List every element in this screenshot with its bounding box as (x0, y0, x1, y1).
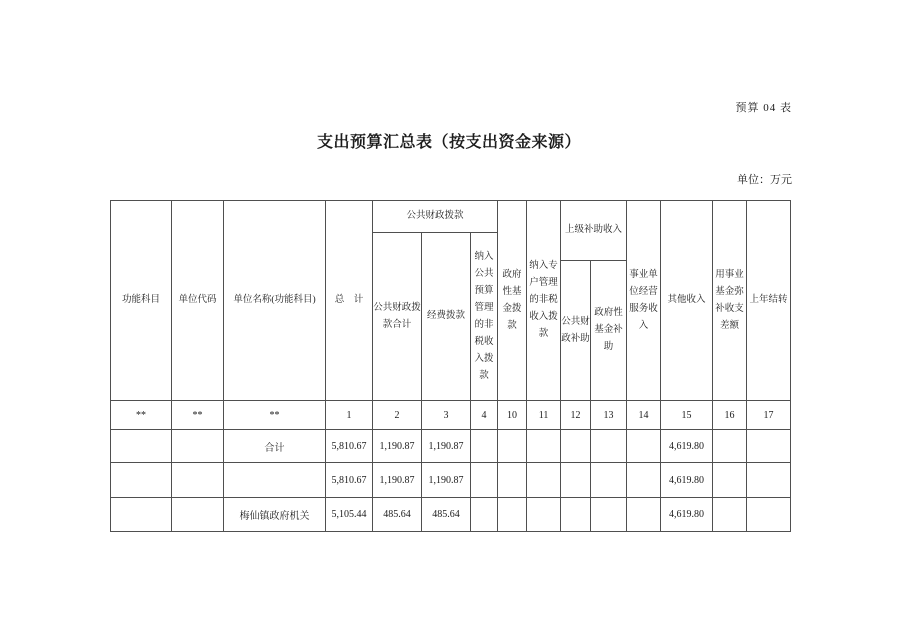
cell-nontax-special (527, 498, 561, 532)
column-number-cell: 10 (498, 401, 527, 430)
column-number-cell: 13 (591, 401, 627, 430)
header-row-1 (111, 201, 791, 233)
cell-nontax-special (527, 463, 561, 498)
column-number-cell: 4 (471, 401, 498, 430)
cell-unit-name (224, 463, 326, 498)
cell-pf-total: 1,190.87 (373, 463, 422, 498)
column-number-cell: 15 (661, 401, 713, 430)
cell-other-income: 4,619.80 (661, 498, 713, 532)
cell-total: 5,105.44 (326, 498, 373, 532)
column-number-cell: 3 (422, 401, 471, 430)
cell-nontax-public-budget (471, 463, 498, 498)
table-row-subtotal (111, 463, 791, 498)
budget-summary-table (110, 200, 791, 532)
cell-unit-code (172, 463, 224, 498)
cell-expense-appropriation: 1,190.87 (422, 430, 471, 463)
cell-superior-pf (561, 430, 591, 463)
table-row-total (111, 430, 791, 463)
unit-label: 单位：万元 (737, 174, 792, 186)
header-superior-public-finance-subsidy: 公共财政补助 (561, 261, 591, 401)
cell-carryover (747, 463, 791, 498)
column-number-cell: ** (111, 401, 172, 430)
cell-gov-fund (498, 498, 527, 532)
column-number-cell: 17 (747, 401, 791, 430)
header-total: 总 计 (326, 201, 373, 401)
cell-superior-gf (591, 463, 627, 498)
cell-fund-offset (713, 498, 747, 532)
table-row-unit (111, 498, 791, 532)
header-fund-offset-balance: 用事业基金弥补收支差额 (713, 201, 747, 401)
cell-carryover (747, 498, 791, 532)
column-number-row (111, 401, 791, 430)
header-superior-gov-fund-subsidy: 政府性基金补助 (591, 261, 627, 401)
column-number-cell: 14 (627, 401, 661, 430)
column-number-cell: 11 (527, 401, 561, 430)
cell-nontax-public-budget (471, 430, 498, 463)
header-nontax-public-budget: 纳入公共预算管理的非税收入拨款 (471, 233, 498, 401)
cell-superior-pf (561, 463, 591, 498)
cell-gov-fund (498, 463, 527, 498)
cell-fund-offset (713, 463, 747, 498)
cell-business-income (627, 430, 661, 463)
form-number: 预算 04 表 (735, 102, 792, 114)
column-number-cell: 12 (561, 401, 591, 430)
cell-functional-subject (111, 498, 172, 532)
cell-gov-fund (498, 430, 527, 463)
cell-unit-code (172, 498, 224, 532)
cell-functional-subject (111, 430, 172, 463)
header-other-income: 其他收入 (661, 201, 713, 401)
header-nontax-special-account: 纳入专户管理的非税收入拨款 (527, 201, 561, 401)
cell-other-income: 4,619.80 (661, 430, 713, 463)
cell-business-income (627, 498, 661, 532)
cell-nontax-special (527, 430, 561, 463)
column-number-cell: ** (224, 401, 326, 430)
cell-unit-code (172, 430, 224, 463)
cell-functional-subject (111, 463, 172, 498)
header-expense-appropriation: 经费拨款 (422, 233, 471, 401)
cell-superior-pf (561, 498, 591, 532)
header-unit-name: 单位名称(功能科目) (224, 201, 326, 401)
header-unit-code: 单位代码 (172, 201, 224, 401)
header-pf-appropriation-total: 公共财政拨款合计 (373, 233, 422, 401)
cell-fund-offset (713, 430, 747, 463)
header-functional-subject: 功能科目 (111, 201, 172, 401)
cell-other-income: 4,619.80 (661, 463, 713, 498)
cell-total: 5,810.67 (326, 430, 373, 463)
cell-pf-total: 485.64 (373, 498, 422, 532)
cell-nontax-public-budget (471, 498, 498, 532)
cell-expense-appropriation: 485.64 (422, 498, 471, 532)
header-group-superior-subsidy-income: 上级补助收入 (561, 201, 627, 261)
cell-expense-appropriation: 1,190.87 (422, 463, 471, 498)
cell-carryover (747, 430, 791, 463)
header-group-public-finance-appropriation: 公共财政拨款 (373, 201, 498, 233)
header-business-service-income: 事业单位经营服务收入 (627, 201, 661, 401)
cell-business-income (627, 463, 661, 498)
cell-pf-total: 1,190.87 (373, 430, 422, 463)
cell-total: 5,810.67 (326, 463, 373, 498)
header-gov-fund-appropriation: 政府性基金拨款 (498, 201, 527, 401)
header-prior-year-carryover: 上年结转 (747, 201, 791, 401)
page-title: 支出预算汇总表（按支出资金来源） (316, 134, 581, 151)
cell-unit-name: 梅仙镇政府机关 (224, 498, 326, 532)
cell-superior-gf (591, 498, 627, 532)
cell-superior-gf (591, 430, 627, 463)
column-number-cell: 16 (713, 401, 747, 430)
cell-unit-name: 合计 (224, 430, 326, 463)
column-number-cell: ** (172, 401, 224, 430)
column-number-cell: 2 (373, 401, 422, 430)
column-number-cell: 1 (326, 401, 373, 430)
